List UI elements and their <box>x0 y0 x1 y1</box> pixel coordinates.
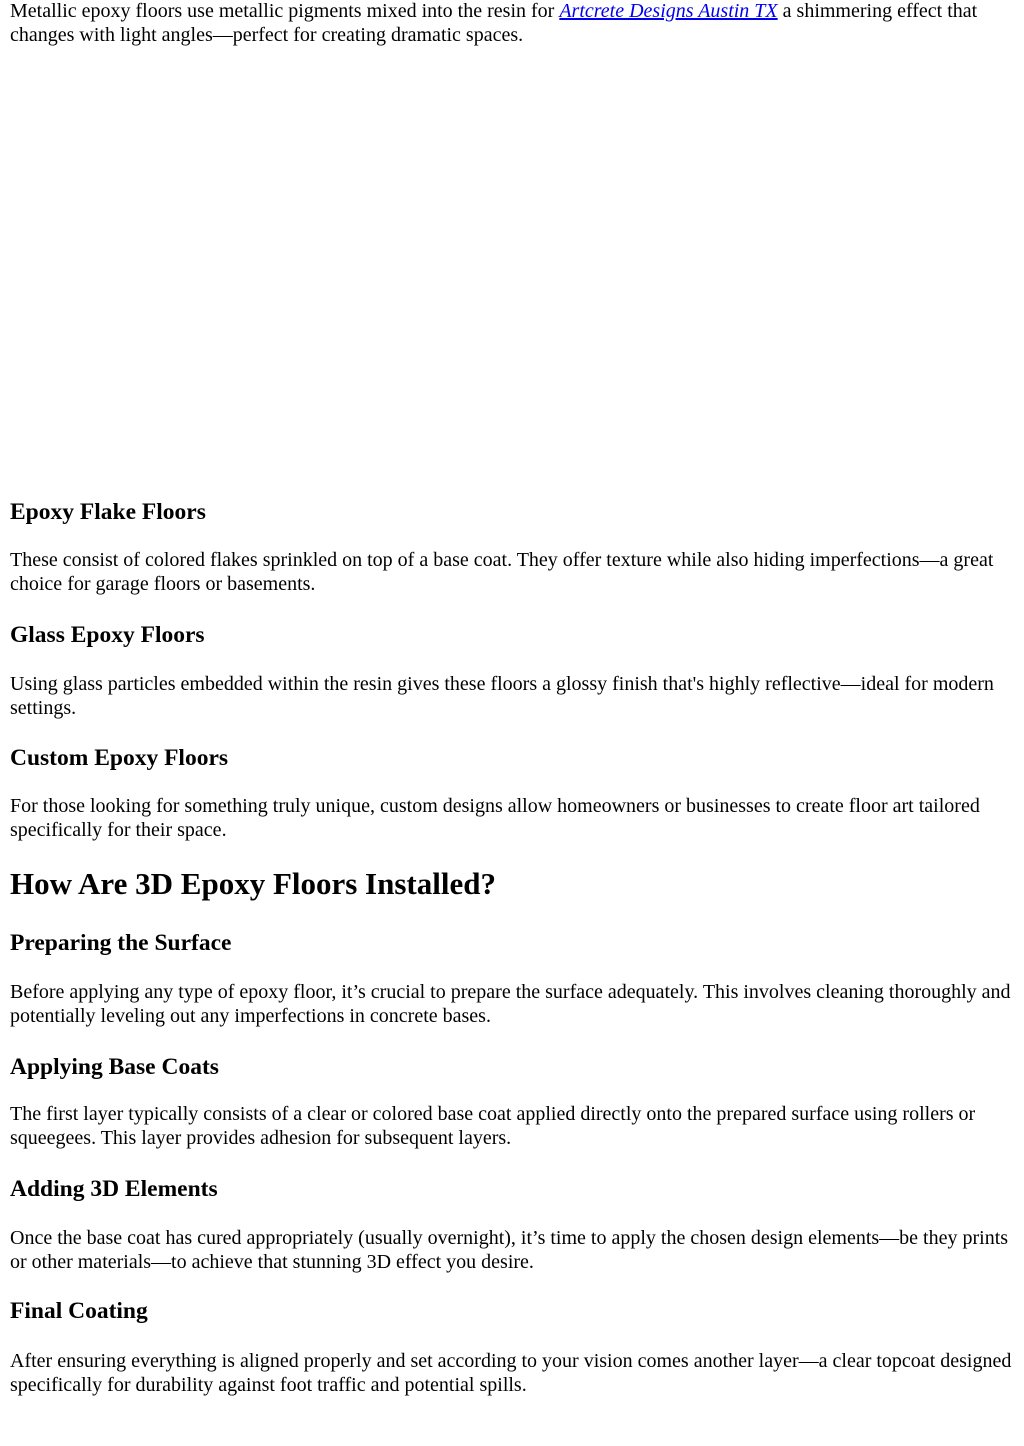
heading-custom-epoxy: Custom Epoxy Floors <box>10 745 229 771</box>
heading-how-installed: How Are 3D Epoxy Floors Installed? <box>10 866 496 901</box>
heading-preparing-surface: Preparing the Surface <box>10 930 232 956</box>
paragraph-glass-epoxy: Using glass particles embedded within the resin gives these floors a glossy finish that's highly reflective—ideal for modern settings. <box>10 673 994 719</box>
intro-text-before: Metallic epoxy floors use metallic pigments mixed into the resin for <box>10 0 560 22</box>
intro-paragraph <box>10 0 1014 47</box>
paragraph-final-coating: After ensuring everything is aligned properly and set according to your vision comes another layer—a clear topcoat designed specifically for durability against foot traffic and potential spills. <box>10 1350 1012 1396</box>
heading-epoxy-flake: Epoxy Flake Floors <box>10 499 206 525</box>
paragraph-preparing-surface: Before applying any type of epoxy floor, it’s crucial to prepare the surface adequately. This involves cleaning thoroughly and potentially leveling out any imperfections in concrete bases. <box>10 981 1011 1027</box>
intro-text-after: a shimmering effect that changes with light angles—perfect for creating dramatic spaces. <box>10 0 978 46</box>
paragraph-3d-elements: Once the base coat has cured appropriately (usually overnight), it’s time to apply the chosen design elements—be they prints or other materials—to achieve that stunning 3D effect you desire. <box>10 1227 1009 1273</box>
artcrete-link[interactable]: Artcrete Designs Austin TX <box>559 0 778 22</box>
heading-glass-epoxy: Glass Epoxy Floors <box>10 622 205 648</box>
heading-final-coating: Final Coating <box>10 1298 148 1324</box>
paragraph-epoxy-flake: These consist of colored flakes sprinkled on top of a base coat. They offer texture while also hiding imperfections—a great choice for garage floors or basements. <box>10 549 994 595</box>
image-placeholder <box>10 50 1014 498</box>
paragraph-base-coats: The first layer typically consists of a clear or colored base coat applied directly onto the prepared surface using rollers or squeegees. This layer provides adhesion for subsequent layers. <box>10 1103 976 1149</box>
paragraph-custom-epoxy: For those looking for something truly unique, custom designs allow homeowners or businesses to create floor art tailored specifically for their space. <box>10 795 980 841</box>
heading-base-coats: Applying Base Coats <box>10 1054 219 1080</box>
heading-3d-elements: Adding 3D Elements <box>10 1176 218 1202</box>
